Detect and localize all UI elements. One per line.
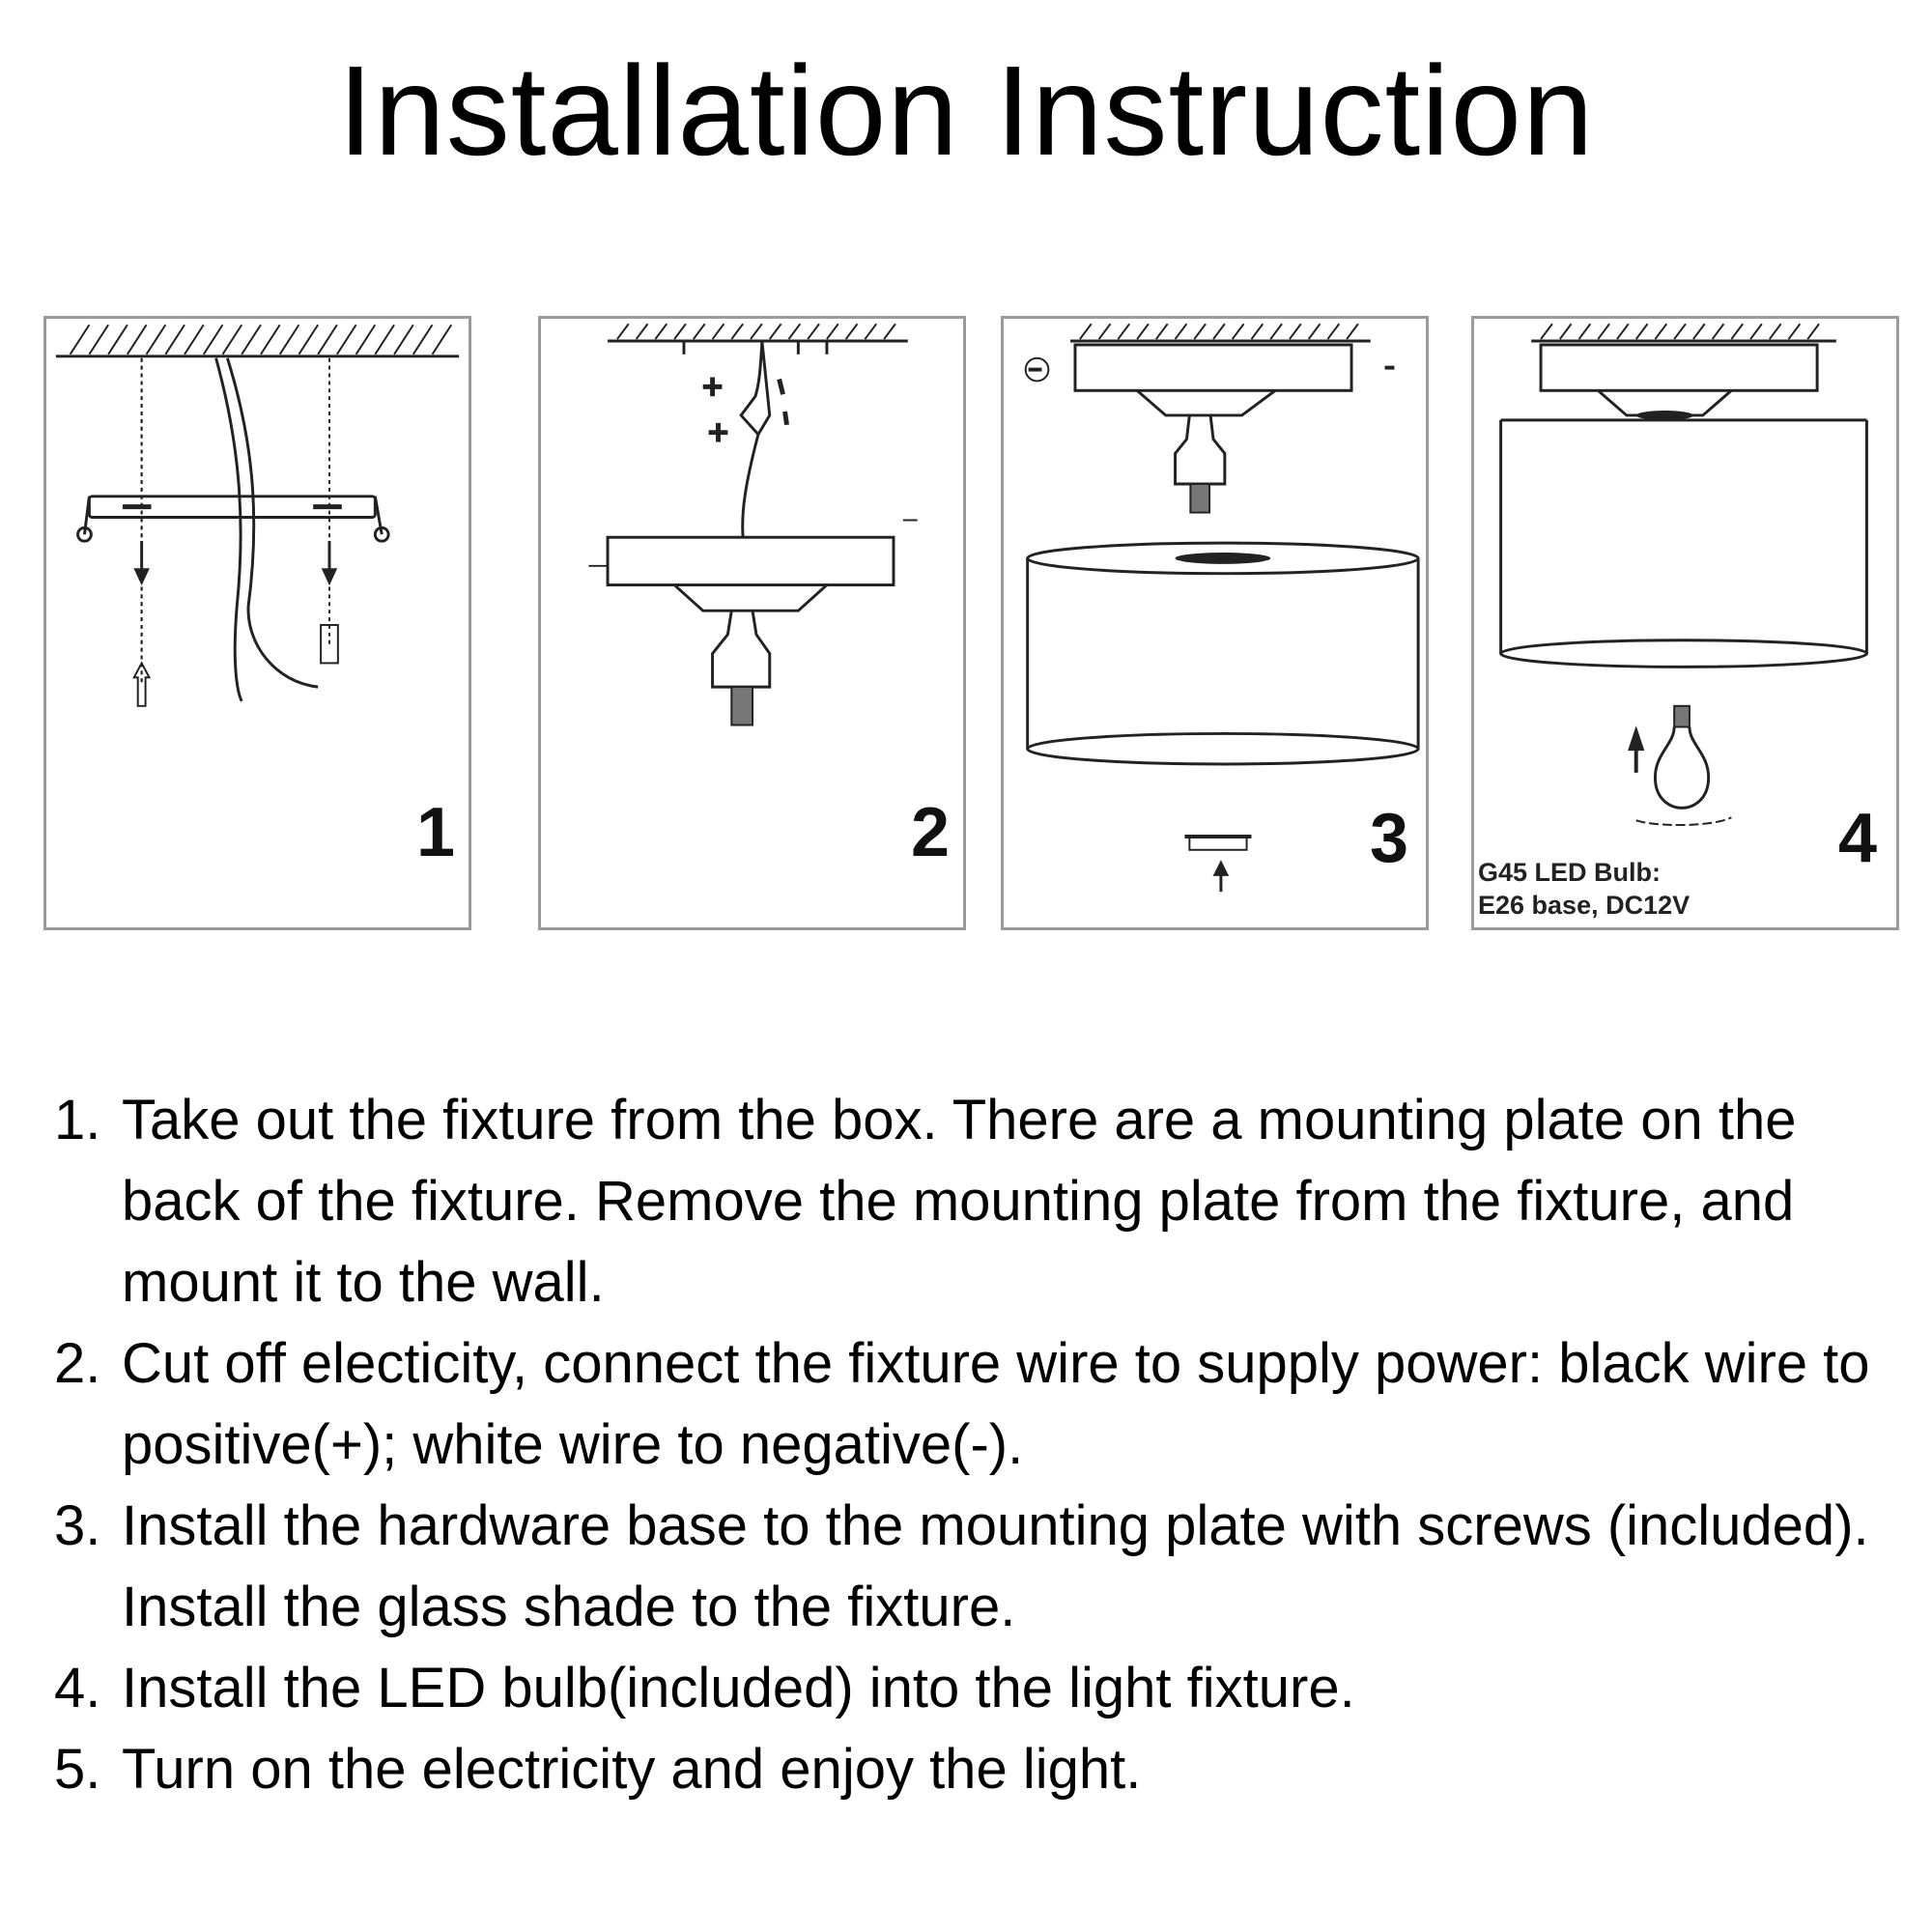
step-text: Take out the fixture from the box. There are a mounting plate on the back of the fixture. Remove the mounting plate from the fixture, and mount it to the wall. [122, 1089, 1797, 1314]
wiring-illustration [541, 319, 963, 927]
step-number: 4 [1837, 800, 1877, 877]
instruction-list [54, 1080, 1909, 1810]
step-label: 1. [54, 1089, 101, 1151]
bulb-illustration [1474, 319, 1896, 927]
step-number: 3 [1369, 800, 1408, 877]
bulb-spec-line-2: E26 base, DC12V [1478, 891, 1690, 920]
page-title: Installation Instruction [337, 40, 1595, 182]
step-text: Install the hardware base to the mounting plate with screws (included). Install the glass shade to the fixture. [122, 1494, 1869, 1638]
list-item [54, 1729, 1909, 1810]
list-item [54, 1323, 1909, 1486]
list-item [54, 1648, 1909, 1729]
step-text: Turn on the electricity and enjoy the light. [122, 1738, 1142, 1801]
mounting-plate-illustration [46, 319, 469, 927]
step-label: 5. [54, 1738, 101, 1801]
step-label: 3. [54, 1494, 101, 1557]
list-item [54, 1080, 1909, 1323]
step-text: Install the LED bulb(included) into the light fixture. [122, 1657, 1355, 1719]
step-number: 1 [415, 794, 455, 871]
step-label: 2. [54, 1332, 101, 1395]
bulb-spec-line-1: G45 LED Bulb: [1478, 858, 1662, 887]
bulb-spec-note [1478, 856, 1690, 922]
step-1-diagram [43, 316, 471, 930]
step-4-diagram [1471, 316, 1899, 930]
step-number: 2 [910, 794, 950, 871]
list-item [54, 1486, 1909, 1648]
step-text: Cut off electicity, connect the fixture wire to supply power: black wire to positive(+); white wire to negative(-). [122, 1332, 1870, 1476]
step-2-diagram [538, 316, 966, 930]
step-label: 4. [54, 1657, 101, 1719]
step-3-diagram [1001, 316, 1429, 930]
shade-illustration [1004, 319, 1426, 927]
